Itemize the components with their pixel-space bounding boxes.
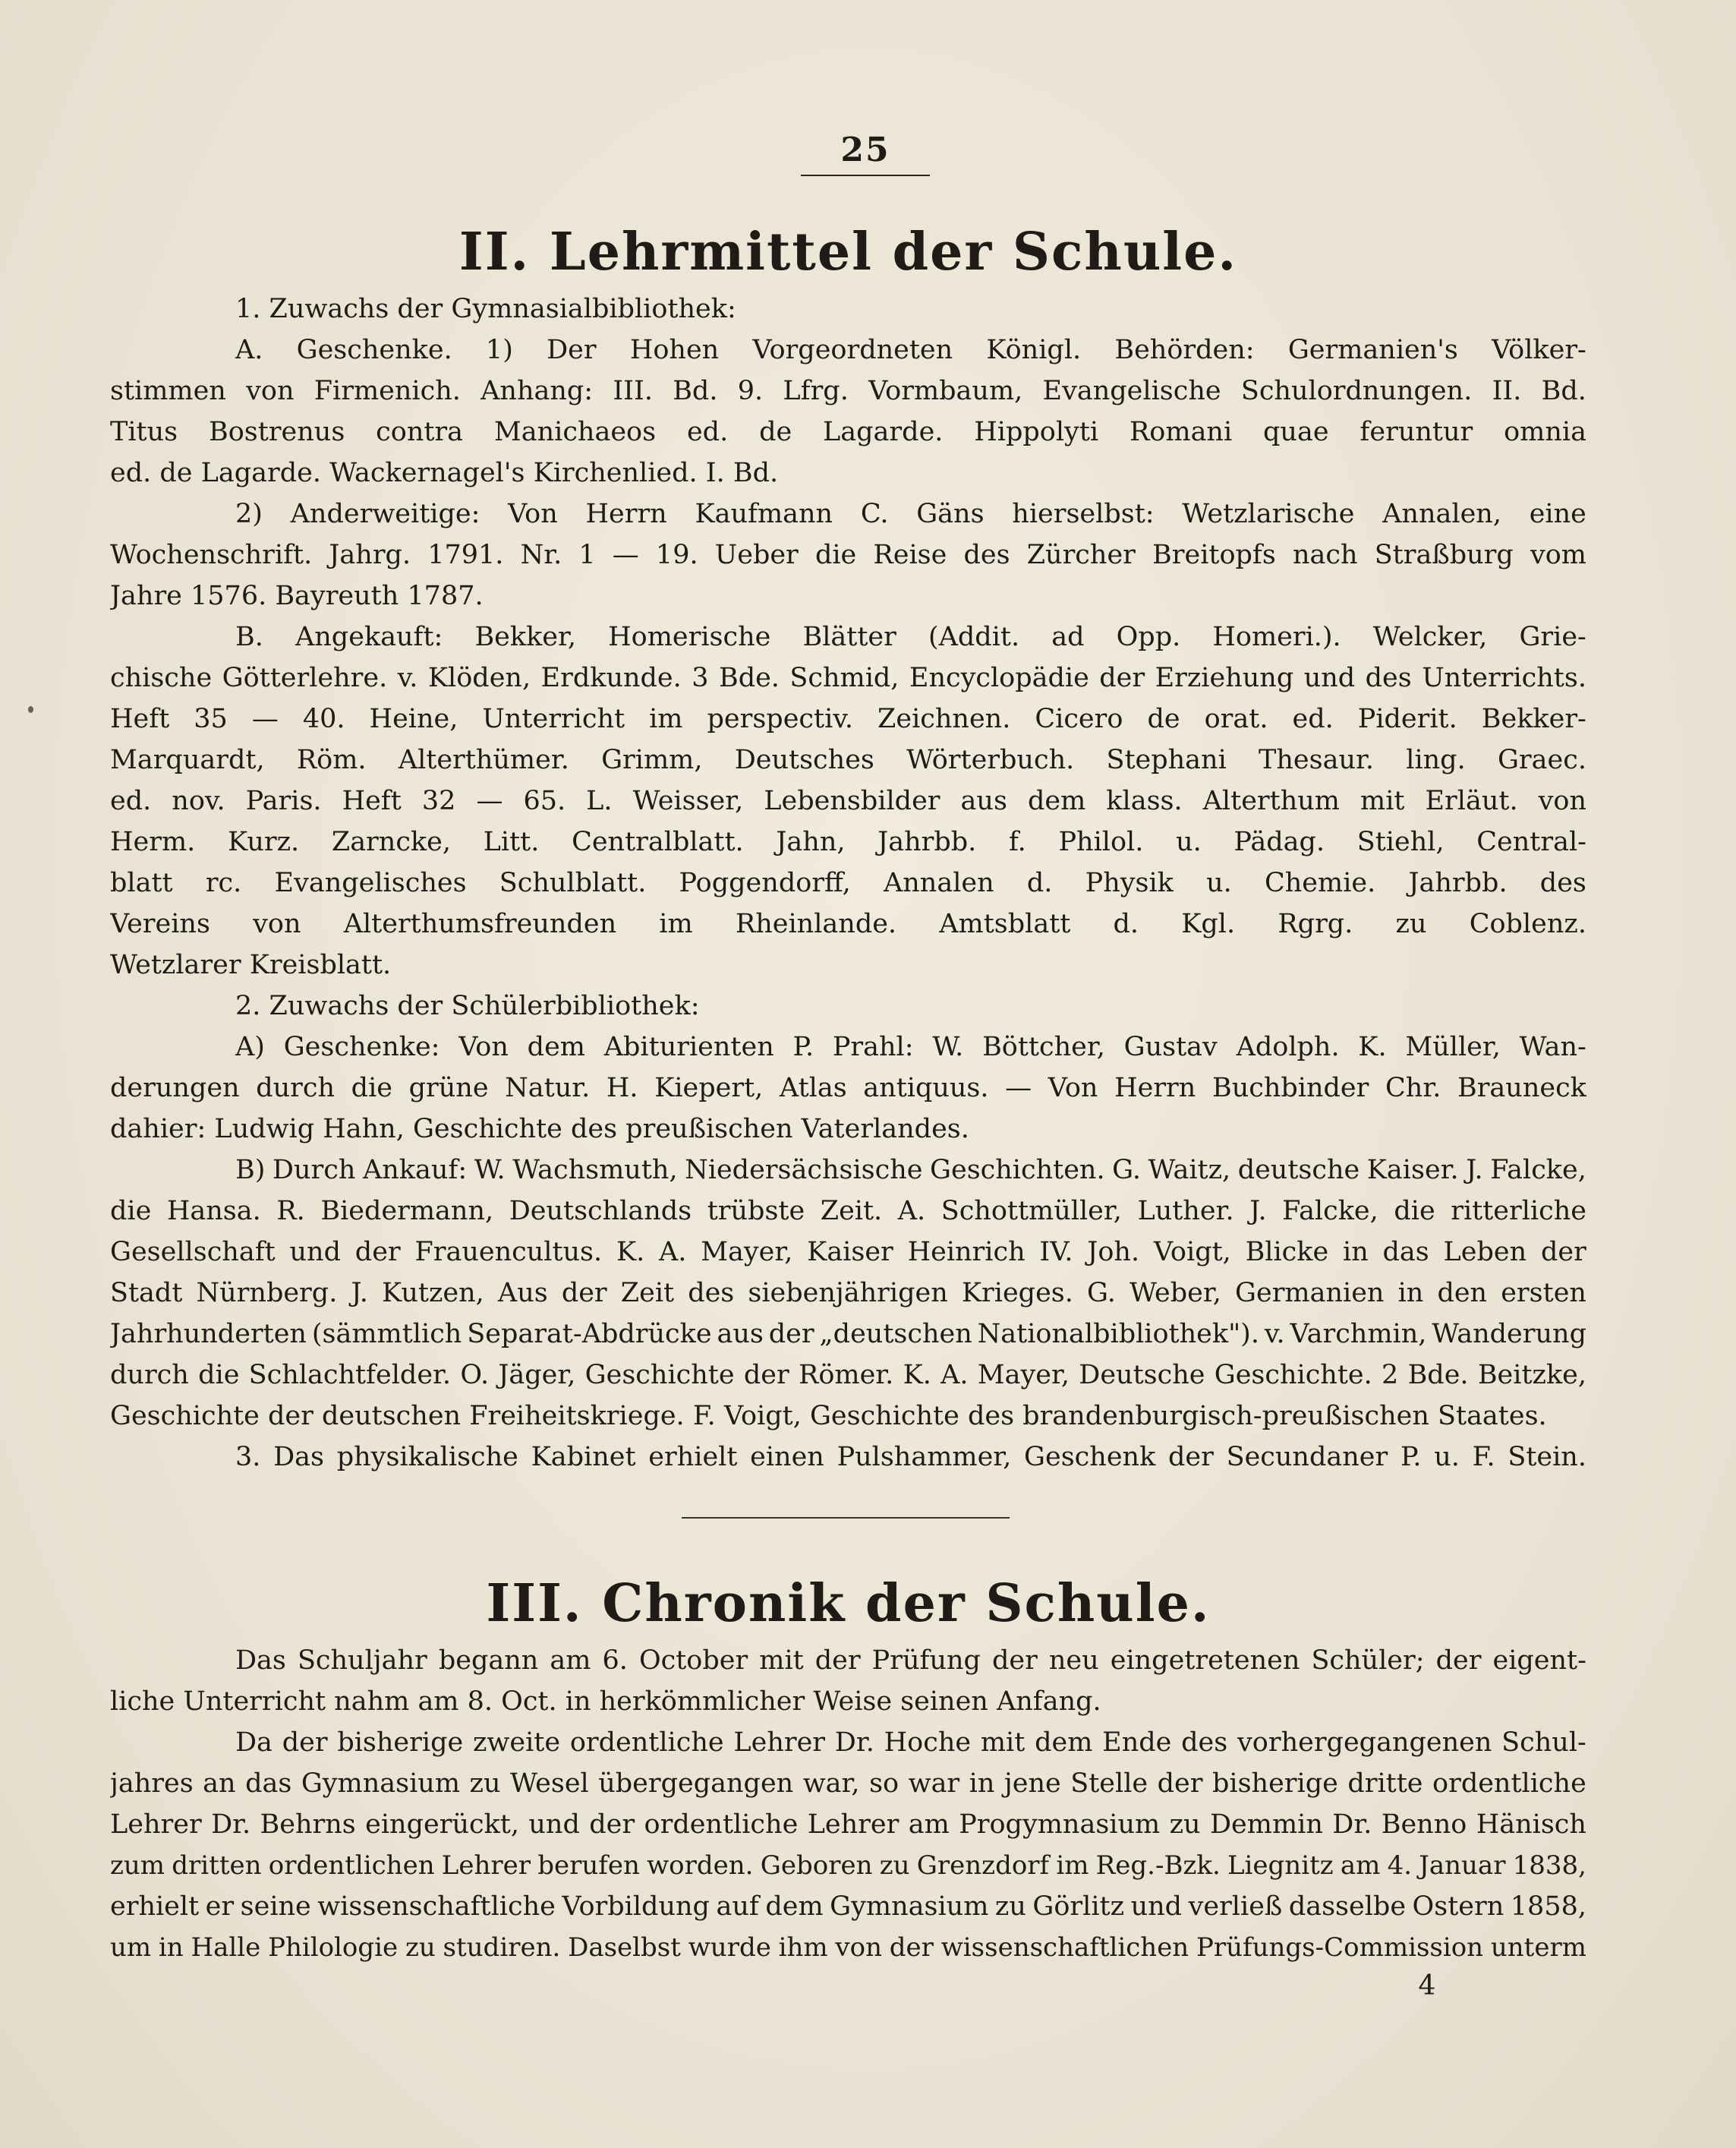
- text-line: derungen durch die grüne Natur. H. Kiepert, Atlas antiquus. — Von Herrn Buchbinder Chr. Brauneck: [110, 1073, 1586, 1103]
- text-line: B. Angekauft: Bekker, Homerische Blätter (Addit. ad Opp. Homeri.). Welcker, Grie-: [235, 622, 1586, 652]
- text-line: stimmen von Firmenich. Anhang: III. Bd. 9. Lfrg. Vormbaum, Evangelische Schulordnungen. II. Bd.: [110, 376, 1586, 406]
- text-line: 2. Zuwachs der Schülerbibliothek:: [235, 991, 700, 1021]
- text-line: Gesellschaft und der Frauencultus. K. A. Mayer, Kaiser Heinrich IV. Joh. Voigt, Blicke in das Leben der: [110, 1237, 1586, 1267]
- text-line: Jahrhunderten (sämmtlich Separat-Abdrücke aus der „deutschen Nationalbibliothek"). v. Varchmin, Wanderung: [110, 1319, 1586, 1349]
- text-line: chische Götterlehre. v. Klöden, Erdkunde. 3 Bde. Schmid, Encyclopädie der Erziehung und des Unterrichts.: [110, 663, 1586, 693]
- text-line: Jahre 1576. Bayreuth 1787.: [110, 581, 484, 611]
- text-line: durch die Schlachtfelder. O. Jäger, Geschichte der Römer. K. A. Mayer, Deutsche Geschichte. 2 Bde. Beitzke,: [110, 1360, 1586, 1390]
- text-line: die Hansa. R. Biedermann, Deutschlands trübste Zeit. A. Schottmüller, Luther. J. Falcke, die ritterliche: [110, 1196, 1586, 1226]
- text-line: Wetzlarer Kreisblatt.: [110, 950, 392, 980]
- text-line: um in Halle Philologie zu studiren. Daselbst wurde ihm von der wissenschaftlichen Prüfungs-Commission unterm: [110, 1932, 1586, 1963]
- signature-mark: 4: [1418, 1970, 1436, 2001]
- text-line: Das Schuljahr begann am 6. October mit der Prüfung der neu eingetretenen Schüler; der eigent-: [235, 1645, 1586, 1676]
- text-line: jahres an das Gymnasium zu Wesel übergegangen war, so war in jene Stelle der bisherige dritte ordentliche: [110, 1768, 1586, 1799]
- text-line: 2) Anderweitige: Von Herrn Kaufmann C. Gäns hierselbst: Wetzlarische Annalen, eine: [235, 499, 1586, 529]
- page-number: 25: [840, 131, 890, 169]
- text-line: Titus Bostrenus contra Manichaeos ed. de Lagarde. Hippolyti Romani quae feruntur omnia: [110, 417, 1586, 447]
- text-line: Geschichte der deutschen Freiheitskriege. F. Voigt, Geschichte des brandenburgisch-preußischen Staates.: [110, 1401, 1547, 1431]
- text-line: ed. nov. Paris. Heft 32 — 65. L. Weisser, Lebensbilder aus dem klass. Alterthum mit Erläut. von: [110, 786, 1586, 816]
- text-line: Heft 35 — 40. Heine, Unterricht im perspectiv. Zeichnen. Cicero de orat. ed. Piderit. Bekker-: [110, 704, 1586, 734]
- text-line: A) Geschenke: Von dem Abiturienten P. Prahl: W. Böttcher, Gustav Adolph. K. Müller, Wan-: [235, 1032, 1586, 1062]
- text-line: Lehrer Dr. Behrns eingerückt, und der ordentliche Lehrer am Progymnasium zu Demmin Dr. Benno Hänisch: [110, 1809, 1586, 1840]
- text-line: blatt rc. Evangelisches Schulblatt. Poggendorff, Annalen d. Physik u. Chemie. Jahrbb. des: [110, 868, 1586, 898]
- text-line: Stadt Nürnberg. J. Kutzen, Aus der Zeit des siebenjährigen Krieges. G. Weber, Germanien in den ersten: [110, 1278, 1586, 1308]
- text-line: erhielt er seine wissenschaftliche Vorbildung auf dem Gymnasium zu Görlitz und verließ dasselbe Ostern 1858,: [110, 1891, 1586, 1922]
- section-heading-chronik: III. Chronik der Schule.: [486, 1573, 1211, 1634]
- text-line: liche Unterricht nahm am 8. Oct. in herkömmlicher Weise seinen Anfang.: [110, 1686, 1101, 1717]
- section-divider: [682, 1517, 1010, 1519]
- section-body-chronik: [110, 1640, 1586, 1968]
- text-line: dahier: Ludwig Hahn, Geschichte des preußischen Vaterlandes.: [110, 1114, 969, 1144]
- text-line: Vereins von Alterthumsfreunden im Rheinlande. Amtsblatt d. Kgl. Rgrg. zu Coblenz.: [110, 909, 1586, 939]
- section-heading-lehrmittel: II. Lehrmittel der Schule.: [458, 222, 1238, 282]
- text-line: ed. de Lagarde. Wackernagel's Kirchenlied. I. Bd.: [110, 458, 779, 488]
- text-line: zum dritten ordentlichen Lehrer berufen worden. Geboren zu Grenzdorf im Reg.-Bzk. Liegnitz am 4. Januar 1838,: [110, 1850, 1586, 1881]
- text-line: B) Durch Ankauf: W. Wachsmuth, Niedersächsische Geschichten. G. Waitz, deutsche Kaiser. J. Falcke,: [235, 1155, 1586, 1185]
- text-line: Wochenschrift. Jahrg. 1791. Nr. 1 — 19. Ueber die Reise des Zürcher Breitopfs nach Straßburg vom: [110, 540, 1586, 570]
- text-line: A. Geschenke. 1) Der Hohen Vorgeordneten Königl. Behörden: Germanien's Völker-: [235, 335, 1586, 365]
- text-line: 3. Das physikalische Kabinet erhielt einen Pulshammer, Geschenk der Secundaner P. u. F. Stein.: [235, 1442, 1586, 1472]
- text-line: Marquardt, Röm. Alterthümer. Grimm, Deutsches Wörterbuch. Stephani Thesaur. ling. Graec.: [110, 745, 1586, 775]
- text-line: Herm. Kurz. Zarncke, Litt. Centralblatt. Jahn, Jahrbb. f. Philol. u. Pädag. Stiehl, Central-: [110, 827, 1586, 857]
- paper-speck: [28, 706, 33, 713]
- text-line: Da der bisherige zweite ordentliche Lehrer Dr. Hoche mit dem Ende des vorhergegangenen Schul-: [235, 1727, 1586, 1758]
- text-line: 1. Zuwachs der Gymnasialbibliothek:: [235, 294, 736, 324]
- section-body-lehrmittel: [110, 289, 1586, 1478]
- page-number-rule: [801, 175, 930, 176]
